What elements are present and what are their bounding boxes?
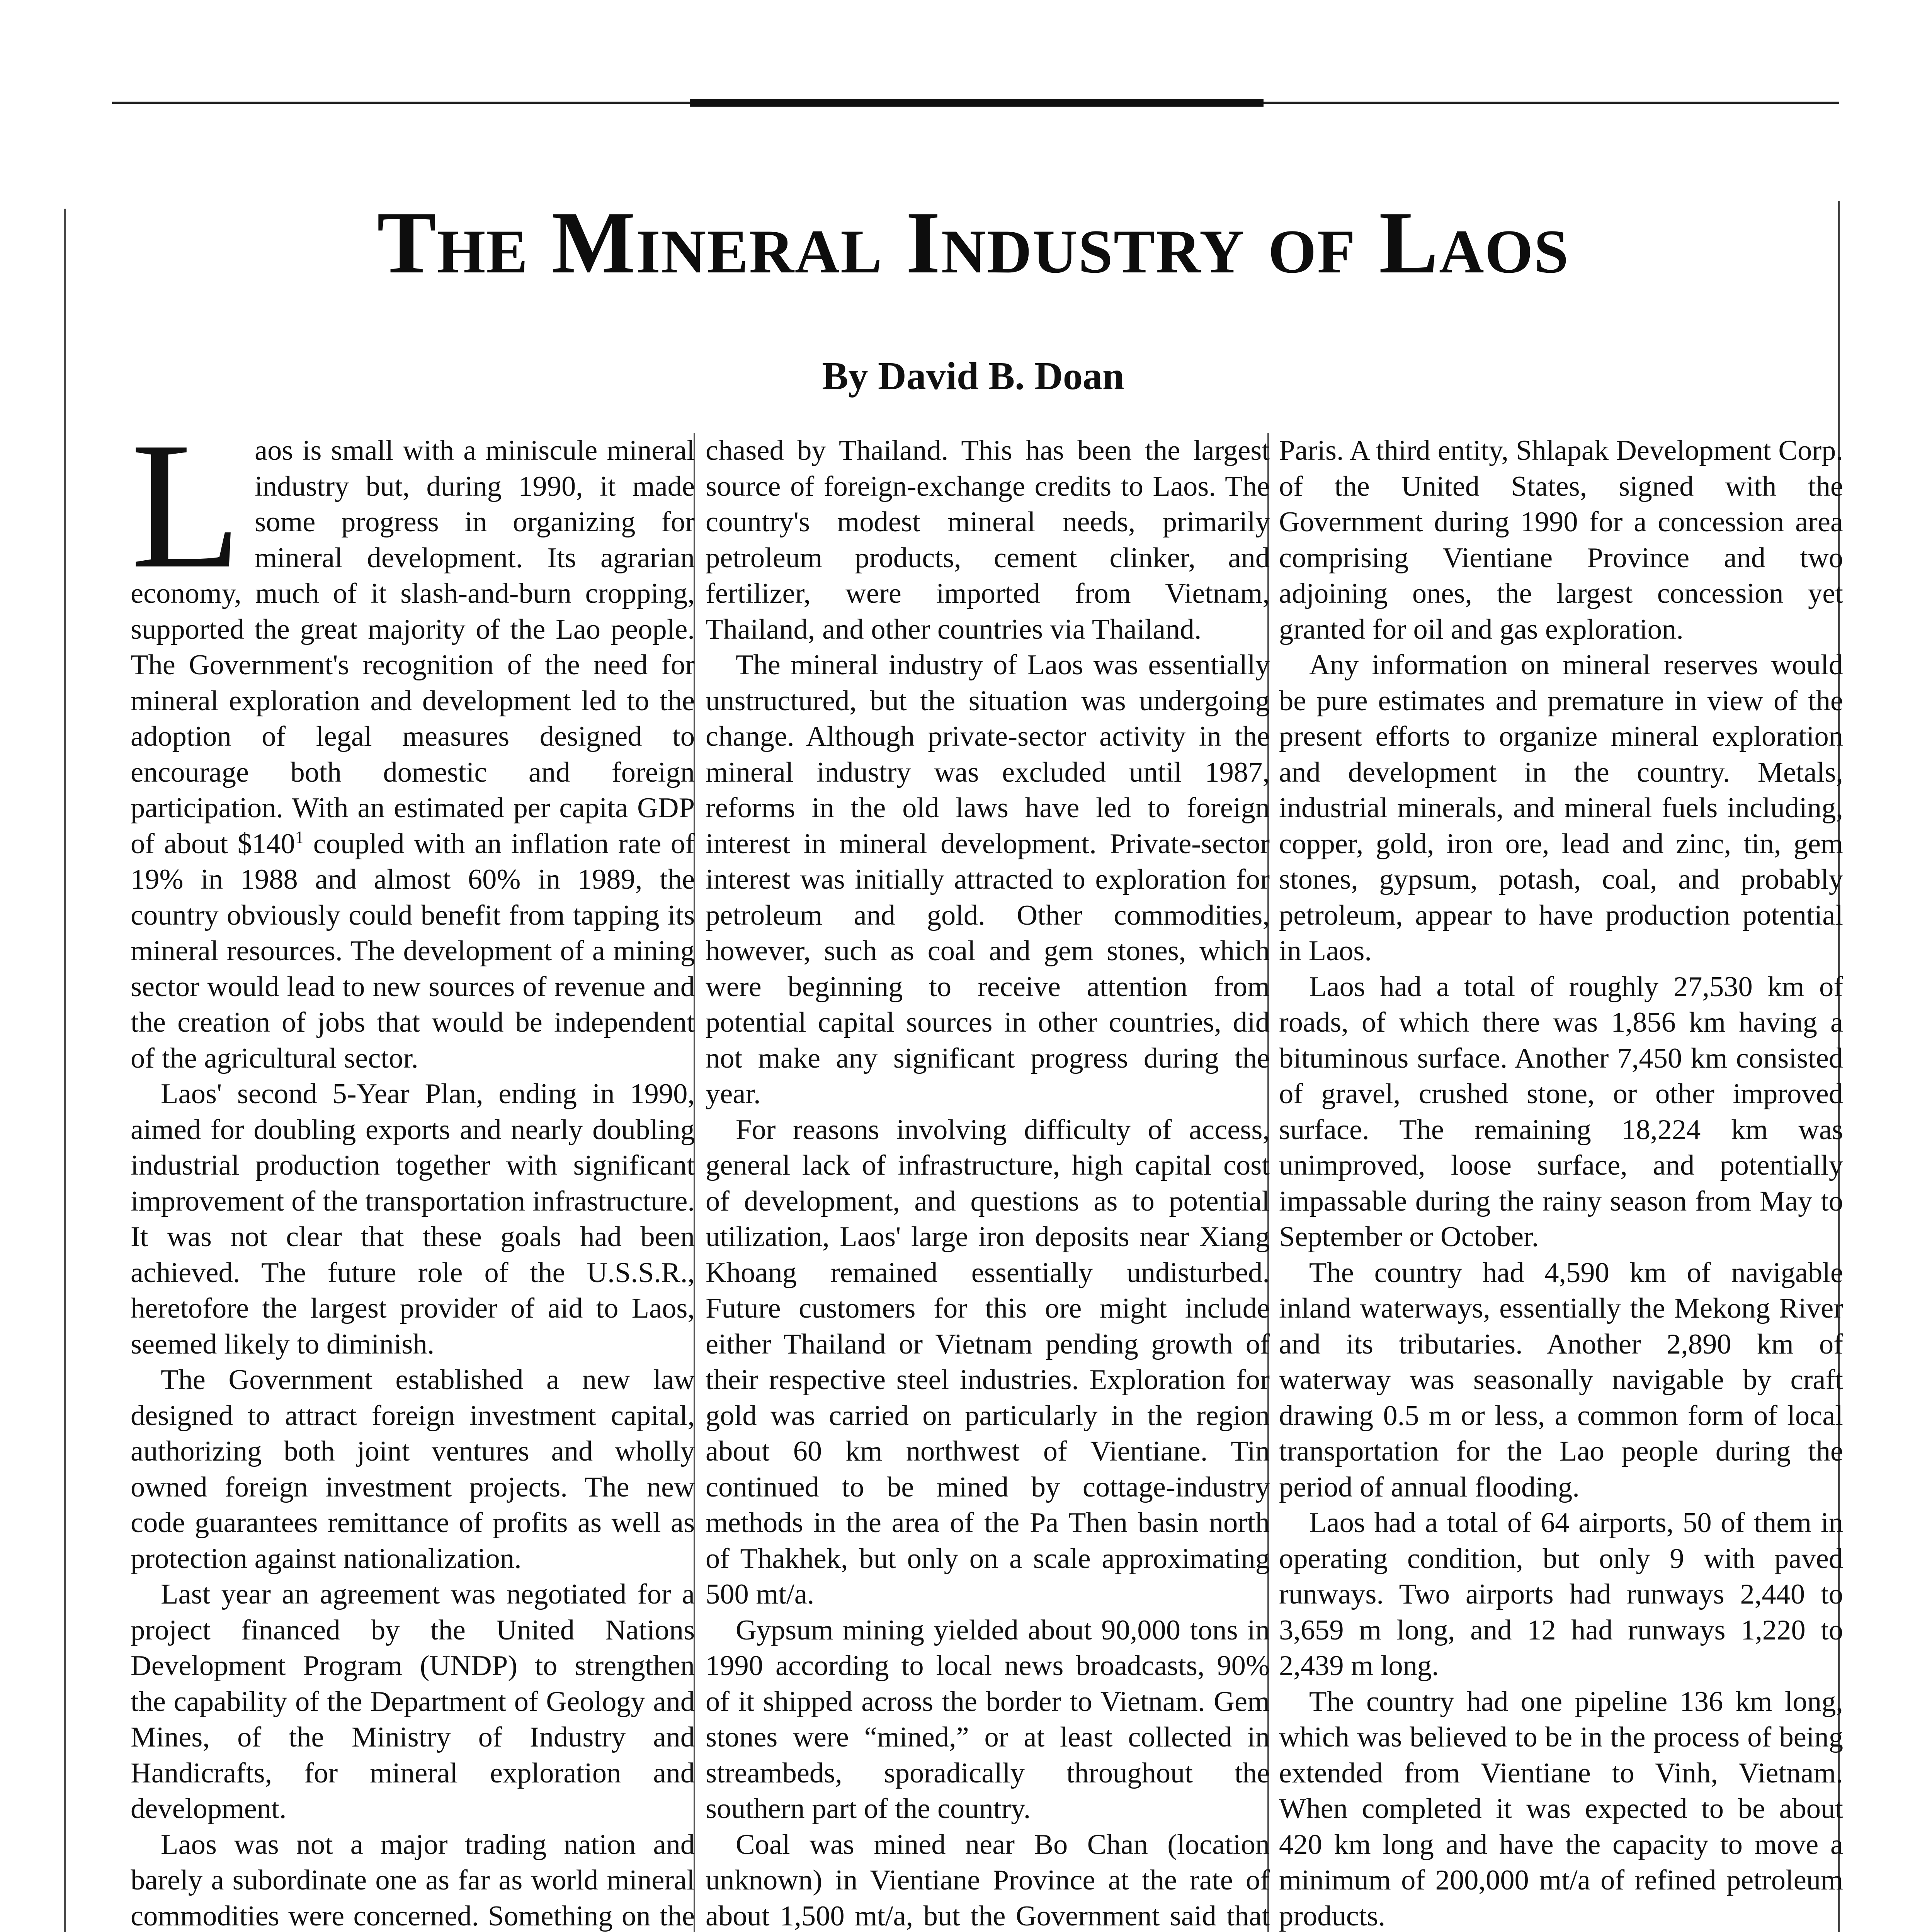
footnote-ref[interactable]: 1 (295, 827, 304, 847)
paragraph: Laos had a total of 64 airports, 50 of them in operating condition, but only 9 with paved runways. Two airports had runways 2,440 to 3,659 m long, and 12 had runways 1,220 to 2,439 m long. (1279, 1507, 1843, 1682)
paragraph: Gypsum mining yielded about 90,000 tons in 1990 according to local news broadcasts, 90% of it shipped across the border to Vietnam. Gem stones were “mined,” or at least collected in streambeds, sporadically throughout the southern part of the country. (706, 1614, 1270, 1825)
paragraph: chased by Thailand. This has been the largest source of foreign-exchange credits to Laos. The country's modest mineral needs, primarily petroleum products, cement clinker, and fertilizer, were imported from Vietnam, Thailand, and other countries via Thailand. (706, 435, 1270, 645)
byline: By David B. Doan (822, 354, 1124, 398)
paragraph: The country had one pipeline 136 km long, which was believed to be in the process of being extended from Vientiane to Vinh, Vietnam. When completed it was expected to be about 420 km long and have the capacity to move a minimum of 200,000 mt/a of refined petroleum products. (1279, 1685, 1843, 1932)
paragraph: The Government established a new law designed to attract foreign investment capital, authorizing both joint ventures and wholly owned foreign investment projects. The new code guarantees remittance of profits as well as protection against nationalization. (131, 1364, 695, 1575)
top-rule-accent (690, 99, 1264, 107)
article-title: The Mineral Industry of Laos (377, 193, 1570, 292)
paragraph: Coal was mined near Bo Chan (location unknown) in Vientiane Province at the rate of about 1,500 mt/a, but the Government said that (706, 1828, 1270, 1932)
frame-left-rule (64, 209, 66, 1932)
column-2 (706, 433, 1270, 1932)
paragraph: Paris. A third entity, Shlapak Development Corp. of the United States, signed with the Government during 1990 for a concession area comprising Vientiane Province and two adjoining ones, the largest concession yet granted for oil and gas exploration. (1279, 435, 1843, 645)
paragraph: Laos was not a major trading nation and barely a subordinate one as far as world mineral commodities were concerned. Something on the (131, 1828, 695, 1932)
paragraph: Any information on mineral reserves would be pure estimates and premature in view of the present efforts to organize mineral exploration and development in the country. Metals, industrial minerals, and mineral fuels including, copper, gold, iron ore, lead and zinc, tin, gem stones, gypsum, potash, coal, and probably petroleum, appear to have production potential in Laos. (1279, 649, 1843, 967)
paragraph: Last year an agreement was negotiated for a project financed by the United Nations Development Program (UNDP) to strengthen the capability of the Department of Geology and Mines, of the Ministry of Industry and Handicrafts, for mineral exploration and development. (131, 1578, 695, 1825)
paragraph: The country had 4,590 km of navigable inland waterways, essentially the Mekong River and its tributaries. Another 2,890 km of waterway was seasonally navigable by craft drawing 0.5 m or less, a common form of local transportation for the Lao people during the period of annual flooding. (1279, 1257, 1843, 1503)
column-1 (131, 433, 695, 1932)
paragraph: Laos had a total of roughly 27,530 km of roads, of which there was 1,856 km having a bituminous surface. Another 7,450 km consisted of gravel, crushed stone, or other improved surface. The remaining 18,224 km was unimproved, loose surface, and potentially impassable during the rainy season from May to September or October. (1279, 971, 1843, 1253)
paragraph: Laos' second 5-Year Plan, ending in 1990, aimed for doubling exports and nearly doubling industrial production together with significant improvement of the transportation infrastructure. It was not clear that these goals had been achieved. The future role of the U.S.S.R., heretofore the largest provider of aid to Laos, seemed likely to diminish. (131, 1078, 695, 1360)
paragraph: For reasons involving difficulty of access, general lack of infrastructure, high capital cost of development, and questions as to potential utilization, Laos' large iron deposits near Xiang Khoang remained essentially undisturbed. Future customers for this ore might include either Thailand or Vietnam pending growth of their respective steel industries. Exploration for gold was carried on particularly in the region about 60 km northwest of Vientiane. Tin continued to be mined by cottage-industry methods in the area of the Pa Then basin north of Thakhek, but only on a scale approximating 500 mt/a. (706, 1114, 1270, 1610)
column-3 (1279, 433, 1843, 1932)
drop-cap: L (131, 433, 242, 606)
paragraph: The mineral industry of Laos was essentially unstructured, but the situation was undergoing change. Although private-sector activity in the mineral industry was excluded until 1987, reforms in the old laws have led to foreign interest in mineral development. Private-sector interest was initially attracted to exploration for petroleum and gold. Other commodities, however, such as coal and gem stones, which were beginning to receive attention from potential capital sources in other countries, did not make any significant progress during the year. (706, 649, 1270, 1110)
paragraph: Laos is small with a miniscule mineral industry but, during 1990, it made some progress in organizing for mineral development. Its agrarian economy, much of it slash-and-burn cropping, supported the great majority of the Lao people. The Government's recognition of the need for mineral exploration and development led to the adoption of legal measures designed to encourage both domestic and foreign participation. With an estimated per capita GDP of about $\$140^1$ coupled with an inflation rate of 19% in 1988 and almost 60% in 1989, the country obviously could benefit from tapping its mineral resources. The development of a mining sector would lead to new sources of revenue and the creation of jobs that would be independent of the agricultural sector. (131, 433, 695, 1074)
